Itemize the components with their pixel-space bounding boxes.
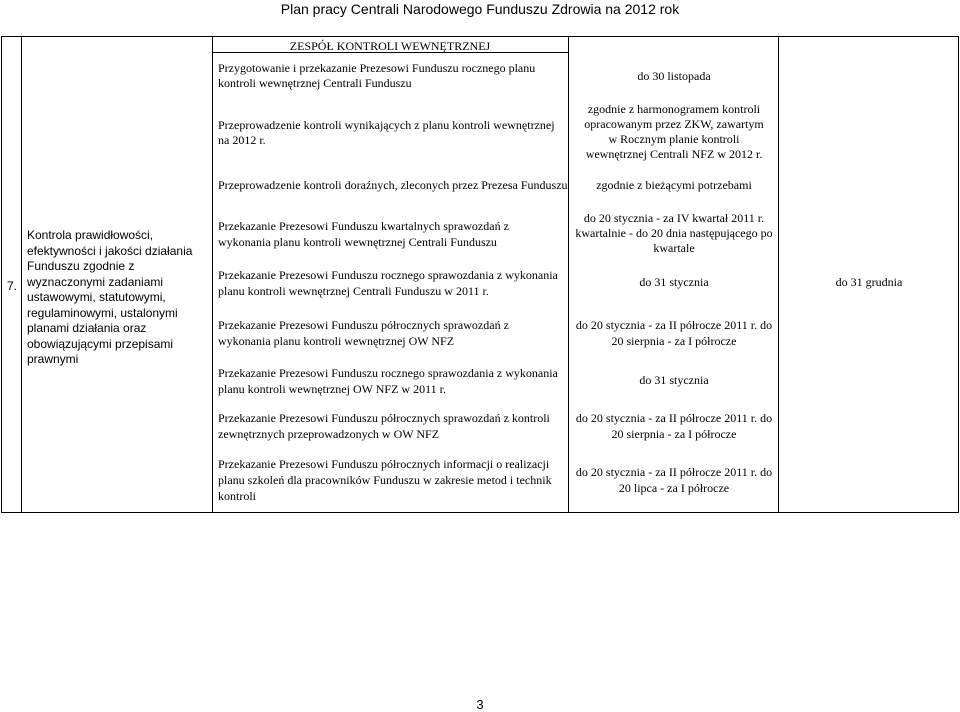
table-top-border bbox=[1, 36, 959, 37]
deadline-training-reports: do 20 stycznia - za II półrocze 2011 r. do 20 lipca - za I półrocze bbox=[575, 465, 773, 495]
item-final-deadline: do 31 grudnia bbox=[835, 275, 903, 289]
item-objective: Kontrola prawidłowości, efektywności i jakości działania Funduszu zgodnie z wyznaczonymi zadaniami ustawowymi, statutowymi, regulaminowymi, ustalonymi planami działania oraz obowiązującymi przepisami prawnymi bbox=[27, 228, 193, 366]
table-right-border bbox=[958, 36, 959, 513]
task-semiannual-reports-ow: Przekazanie Prezesowi Funduszu półrocznych sprawozdań z wykonania planu kontroli wewnętrznej OW NFZ bbox=[218, 318, 509, 348]
task-external-audit-reports: Przekazanie Prezesowi Funduszu półrocznych sprawozdań z kontroli zewnętrznych przeprowadzonych w OW NFZ bbox=[218, 411, 550, 441]
item-number: 7. bbox=[7, 279, 18, 293]
table-left-border bbox=[1, 36, 2, 513]
task-ad-hoc-audits: Przeprowadzenie kontroli doraźnych, zleconych przez Prezesa Funduszu bbox=[218, 178, 568, 192]
section-title: ZESPÓŁ KONTROLI WEWNĘTRZNEJ bbox=[289, 39, 491, 53]
page-header: Plan pracy Centrali Narodowego Funduszu Zdrowia na 2012 rok bbox=[280, 1, 680, 17]
deadline-semiannual-reports-ow: do 20 stycznia - za II półrocze 2011 r. do 20 sierpnia - za I półrocze bbox=[575, 318, 773, 348]
page-number: 3 bbox=[476, 697, 484, 712]
task-planned-audits: Przeprowadzenie kontroli wynikających z planu kontroli wewnętrznej na 2012 r. bbox=[218, 118, 555, 147]
deadline-column-divider bbox=[778, 36, 779, 513]
task-annual-report-central: Przekazanie Prezesowi Funduszu rocznego sprawozdania z wykonania planu kontroli wewnętrznej Centrali Funduszu w 2011 r. bbox=[218, 268, 558, 298]
deadline-annual-report-central: do 31 stycznia bbox=[639, 275, 709, 289]
deadline-planned-audits: zgodnie z harmonogramem kontroli opracowanym przez ZKW, zawartym w Rocznym planie kontroli wewnętrznej Centrali NFZ w 2012 r. bbox=[584, 102, 764, 161]
table-bottom-border bbox=[1, 512, 959, 513]
task-quarterly-reports: Przekazanie Prezesowi Funduszu kwartalnych sprawozdań z wykonania planu kontroli wewnętrznej Centrali Funduszu bbox=[218, 219, 509, 249]
deadline-external-audit-reports: do 20 stycznia - za II półrocze 2011 r. do 20 sierpnia - za I półrocze bbox=[575, 411, 773, 441]
deadline-annual-plan: do 30 listopada bbox=[637, 69, 711, 83]
task-annual-plan: Przygotowanie i przekazanie Prezesowi Funduszu rocznego planu kontroli wewnętrznej Centrali Funduszu bbox=[218, 61, 536, 90]
deadline-ad-hoc-audits: zgodnie z bieżącymi potrzebami bbox=[596, 178, 752, 192]
number-column-divider bbox=[21, 36, 22, 513]
task-column-divider bbox=[568, 36, 569, 513]
deadline-quarterly-reports: do 20 stycznia - za IV kwartał 2011 r. kwartalnie - do 20 dnia następującego po kwartale bbox=[575, 211, 773, 255]
task-training-reports: Przekazanie Prezesowi Funduszu półrocznych informacji o realizacji planu szkoleń dla pracowników Funduszu w zakresie metod i technik kontroli bbox=[218, 457, 552, 503]
deadline-annual-report-ow: do 31 stycznia bbox=[639, 373, 709, 387]
task-annual-report-ow: Przekazanie Prezesowi Funduszu rocznego sprawozdania z wykonania planu kontroli wewnętrznej OW NFZ w 2011 r. bbox=[218, 366, 558, 396]
